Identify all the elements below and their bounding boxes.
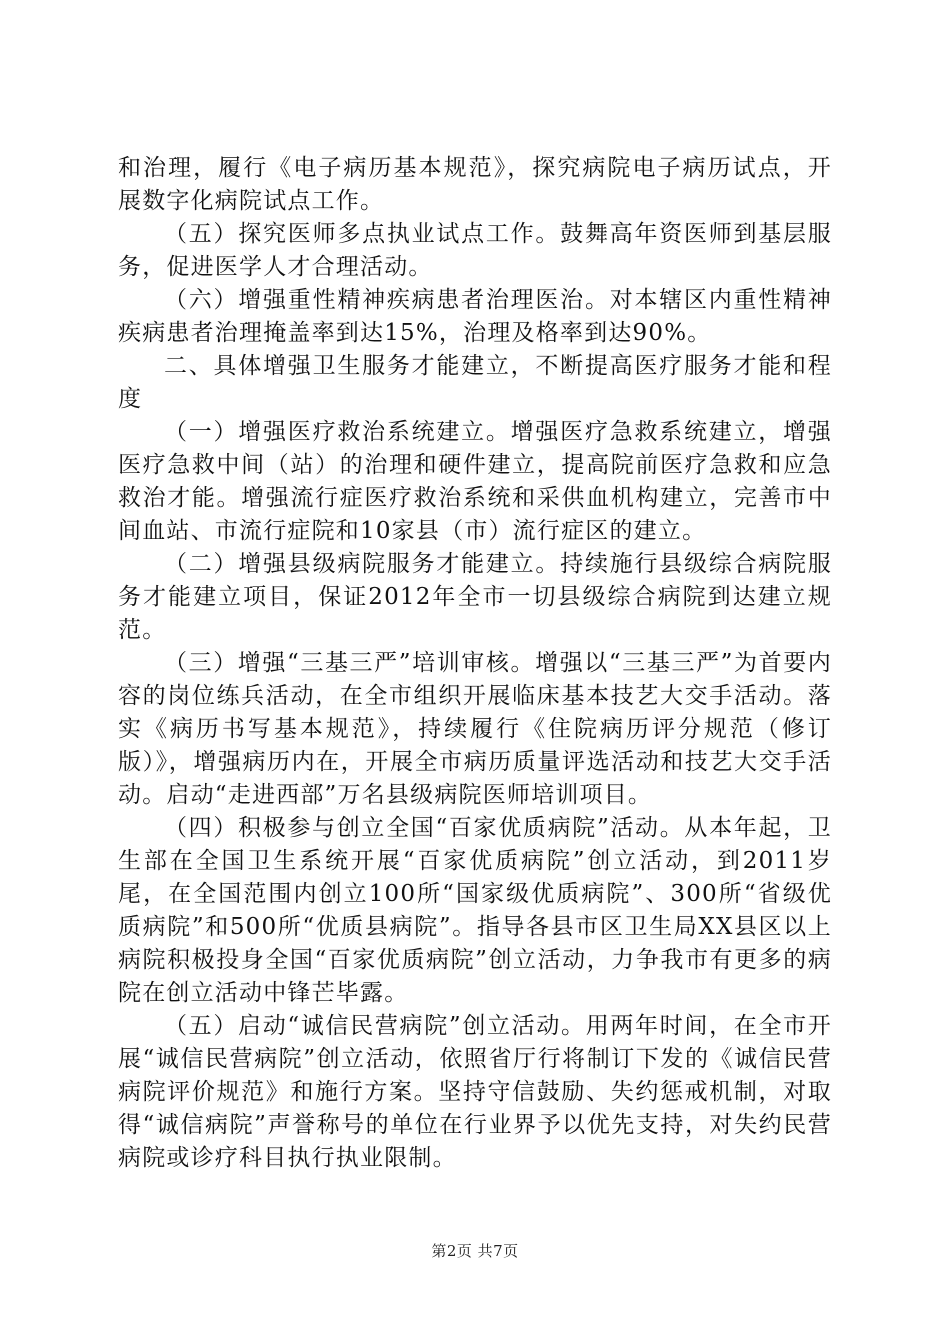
section-heading-2: 二、具体增强卫生服务才能建立，不断提高医疗服务才能和程度 [118,353,832,412]
paragraph-item-3-training: （三）增强“三基三严”培训审核。增强以“三基三严”为首要内容的岗位练兵活动，在全市组织开展临床基本技艺大交手活动。落实《病历书写基本规范》，持续履行《住院病历评分规范（修订版）》，增强病历内在，开展全市病历质量评选活动和技艺大交手活动。启动“走进西部”万名县级病院医师培训项目。 [118,650,832,808]
document-body [118,152,832,1175]
paragraph-item-5-private-hospitals: （五）启动“诚信民营病院”创立活动。用两年时间，在全市开展“诚信民营病院”创立活动，依照省厅行将制订下发的《诚信民营病院评价规范》和施行方案。坚持守信鼓励、失约惩戒机制，对取得“诚信病院”声誉称号的单位在行业界予以优先支持，对失约民营病院或诊疗科目执行执业限制。 [118,1013,832,1171]
paragraph-item-1-emergency-system: （一）增强医疗救治系统建立。增强医疗急救系统建立，增强医疗急救中间（站）的治理和硬件建立，提高院前医疗急救和应急救治才能。增强流行症医疗救治系统和采供血机构建立，完善市中间血站、市流行症院和10家县（市）流行症区的建立。 [118,419,832,544]
paragraph-continuation: 和治理，履行《电子病历基本规范》，探究病院电子病历试点，开展数字化病院试点工作。 [118,155,832,214]
page-number-footer: 第2页 共7页 [431,1242,519,1260]
paragraph-item-5-multi-site-practice: （五）探究医师多点执业试点工作。鼓舞高年资医师到基层服务，促进医学人才合理活动。 [118,221,832,280]
paragraph-item-6-mental-illness: （六）增强重性精神疾病患者治理医治。对本辖区内重性精神疾病患者治理掩盖率到达15%，治理及格率到达90%。 [118,287,832,346]
paragraph-item-4-quality-hospitals: （四）积极参与创立全国“百家优质病院”活动。从本年起，卫生部在全国卫生系统开展“百家优质病院”创立活动，到2011岁尾，在全国范围内创立100所“国家级优质病院”、300所“省级优质病院”和500所“优质县病院”。指导各县市区卫生局XX县区以上病院积极投身全国“百家优质病院”创立活动，力争我市有更多的病院在创立活动中锋芒毕露。 [118,815,832,1006]
paragraph-item-2-county-hospitals: （二）增强县级病院服务才能建立。持续施行县级综合病院服务才能建立项目，保证2012年全市一切县级综合病院到达建立规范。 [118,551,832,643]
